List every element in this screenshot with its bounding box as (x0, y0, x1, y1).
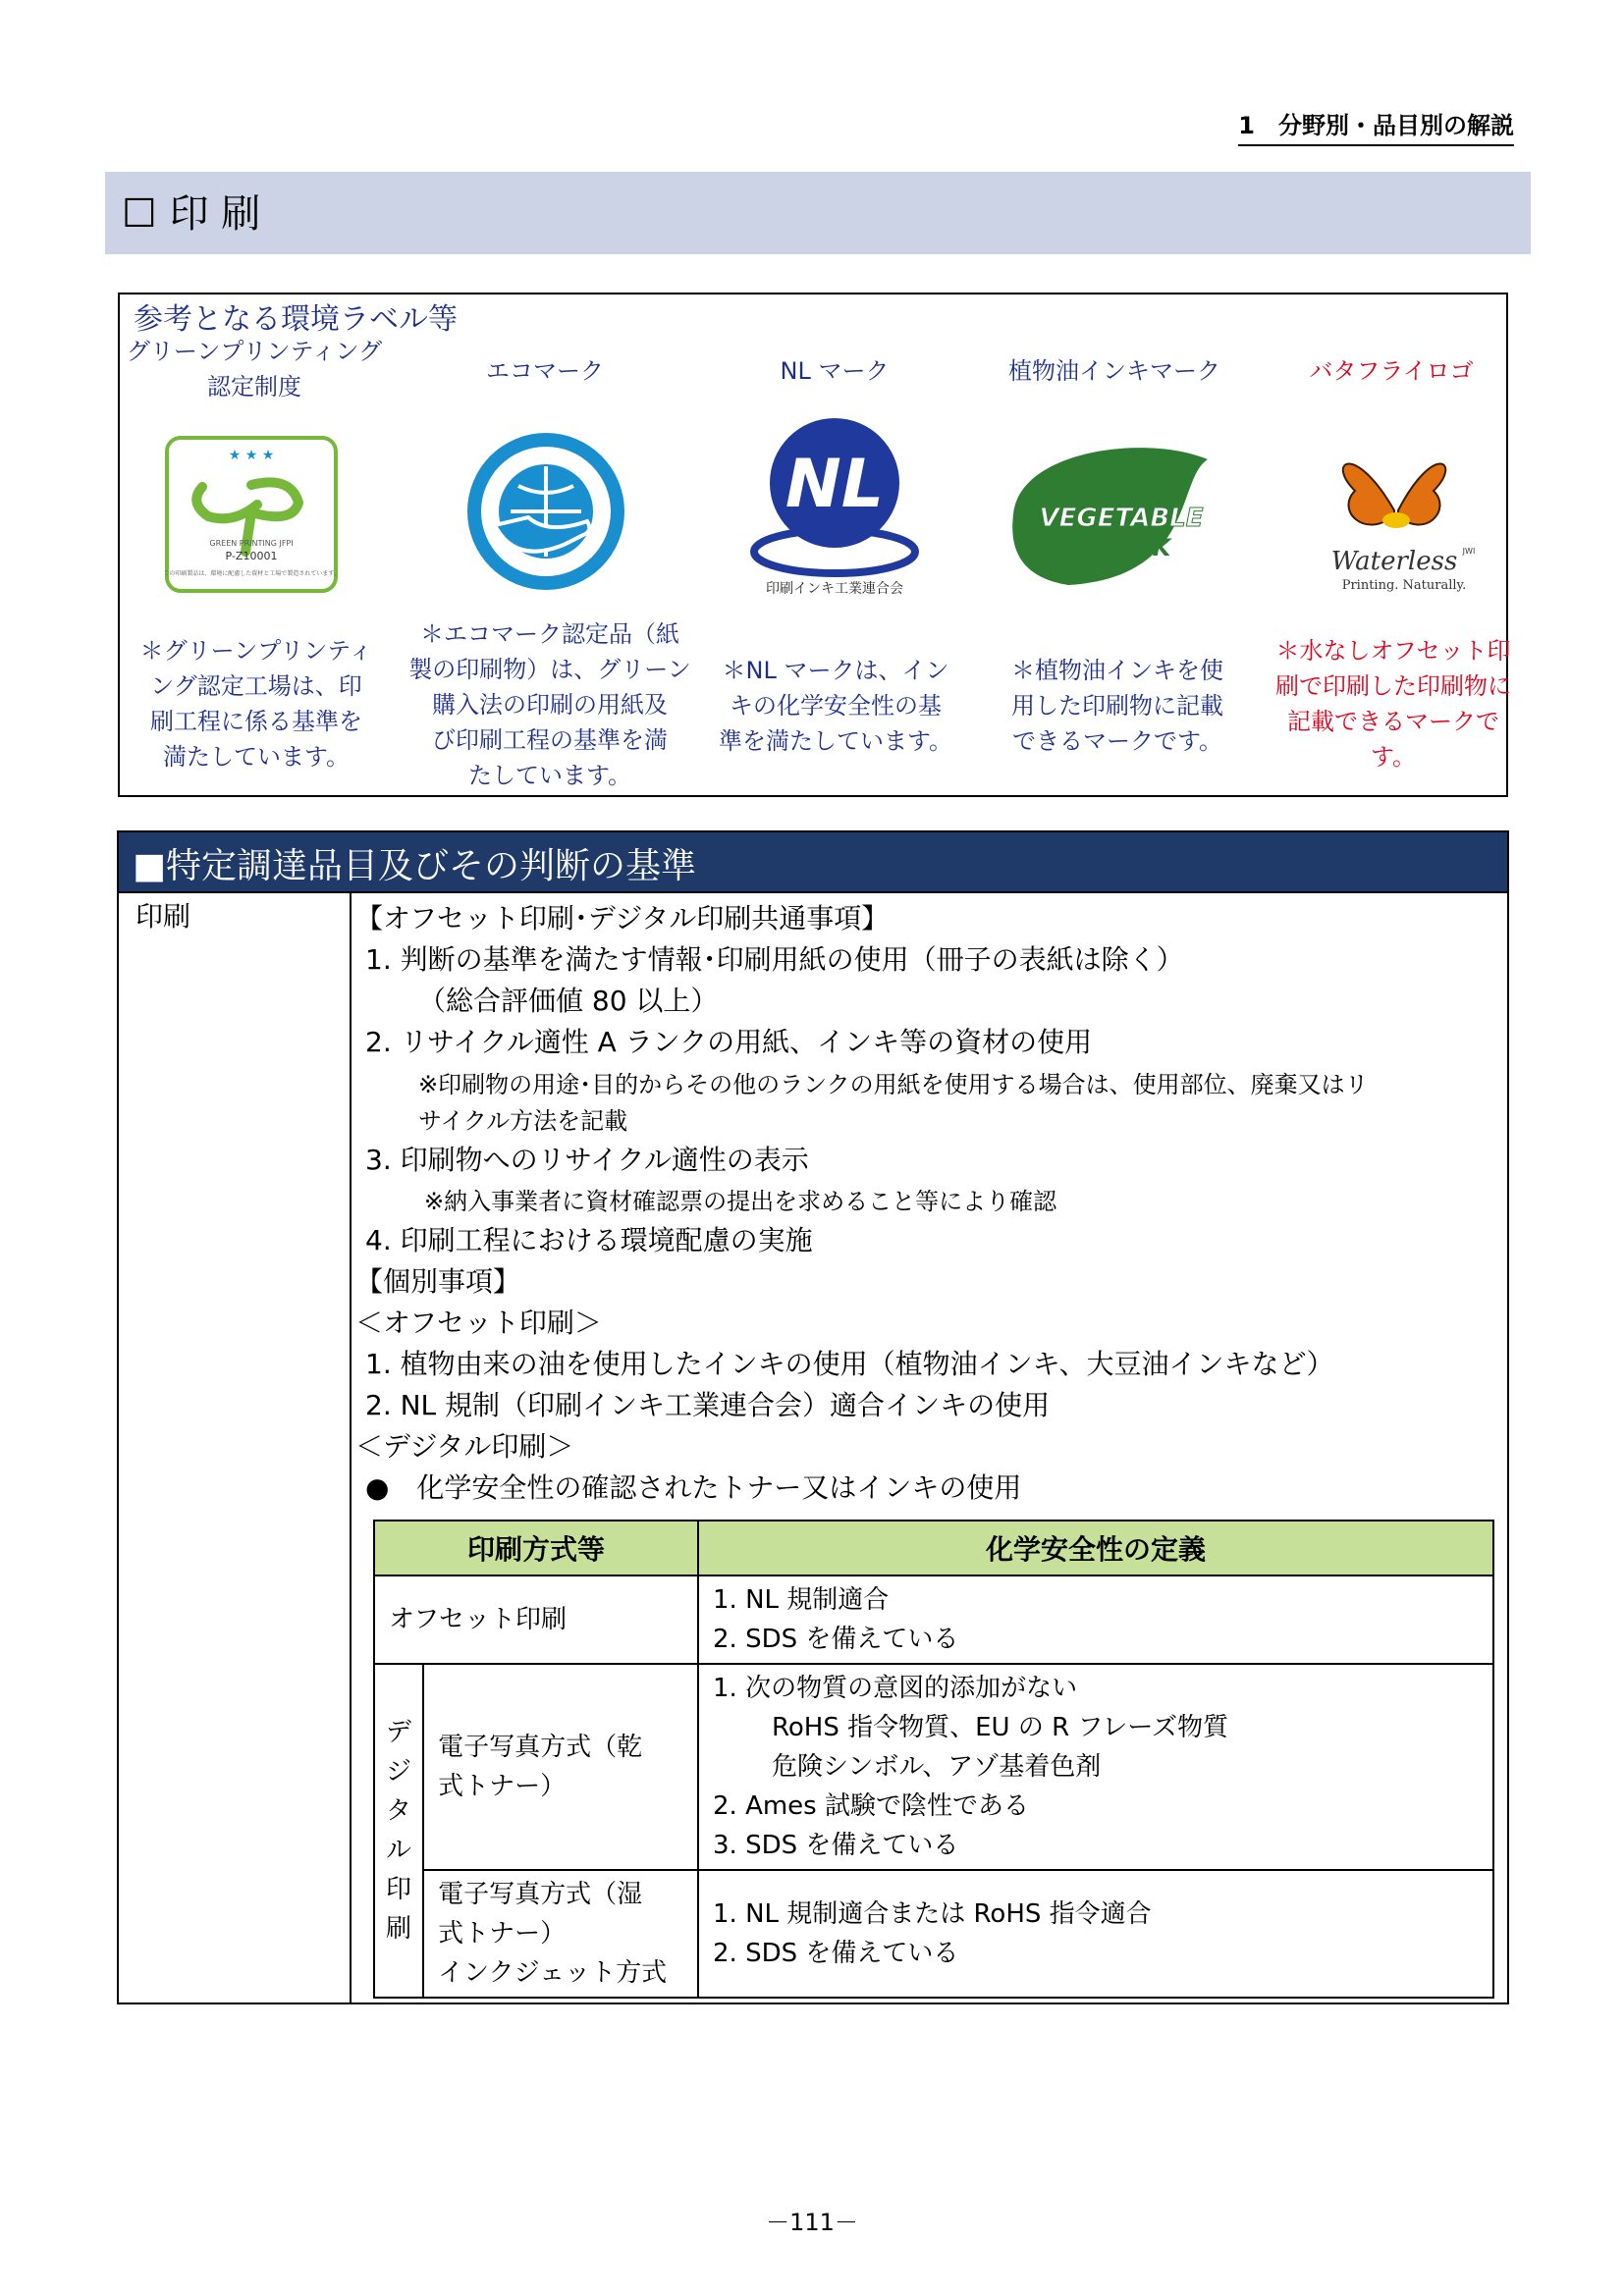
green-printing-logo (165, 436, 338, 593)
criteria-line: ＜デジタル印刷＞ (355, 1430, 574, 1463)
section-title: ☐ 印 刷 (122, 191, 261, 237)
svg-text:Printing. Naturally.: Printing. Naturally. (1341, 578, 1467, 593)
svg-text:VEGETABLE: VEGETABLE (1039, 504, 1204, 533)
criteria-line: （総合評価値 80 以上） (418, 985, 719, 1017)
page-number: －111－ (766, 2209, 858, 2236)
criteria-line: サイクル方法を記載 (418, 1107, 628, 1135)
section-band (105, 172, 1531, 254)
table-cell-wet-toner-def: 1. NL 規制適合または RoHS 指令適合 2. SDS を備えている (698, 1870, 1493, 1998)
criteria-line: 1. 植物由来の油を使用したインキの使用（植物油インキ、大豆油インキなど） (365, 1348, 1334, 1380)
table-header-row (374, 1521, 1493, 1575)
label-desc-butterfly: ＊水なしオフセット印 刷で印刷した印刷物に 記載できるマークで す。 (1275, 637, 1511, 771)
table-cell-offset-def: 1. NL 規制適合 2. SDS を備えている (698, 1575, 1493, 1664)
table-header: 印刷方式等 (374, 1521, 698, 1575)
table-cell-digital: デ ジ タ ル 印 刷 (374, 1664, 423, 1998)
criteria-category: 印刷 (135, 900, 191, 933)
label-name-ecomark: エコマーク (486, 357, 604, 385)
svg-text:GREEN PRINTING JFPI: GREEN PRINTING JFPI (209, 539, 294, 548)
label-name-vegetable-oil-ink: 植物油インキマーク (1008, 357, 1220, 385)
criteria-header (119, 832, 1507, 893)
butterfly-logo (1296, 422, 1492, 599)
table-header: 化学安全性の定義 (698, 1521, 1493, 1575)
svg-text:この印刷製品は、環境に配慮した資材と工場で製造されています。: この印刷製品は、環境に配慮した資材と工場で製造されています。 (165, 570, 338, 577)
table-row (374, 1575, 1493, 1664)
criteria-divider (350, 893, 352, 2002)
table-cell-dry-toner: 電子写真方式（乾 式トナー） (423, 1664, 698, 1870)
criteria-line: 1. 判断の基準を満たす情報･印刷用紙の使用（冊子の表紙は除く） (365, 943, 1184, 976)
table-row (374, 1870, 1493, 1998)
label-name-butterfly: バタフライロゴ (1309, 357, 1474, 385)
vegetable-oil-ink-logo (1000, 440, 1225, 589)
ecomark-logo (461, 427, 630, 596)
criteria-line: 【個別事項】 (355, 1265, 521, 1298)
criteria-line: 4. 印刷工程における環境配慮の実施 (365, 1224, 813, 1256)
svg-text:NL: NL (785, 446, 885, 523)
criteria-line: ● 化学安全性の確認されたトナー又はインキの使用 (365, 1471, 1022, 1504)
nl-mark-logo (746, 412, 923, 599)
chemical-safety-table (373, 1520, 1494, 1999)
criteria-line: 2. リサイクル適性 A ランクの用紙、インキ等の資材の使用 (365, 1026, 1093, 1058)
label-desc-vegetable-oil-ink: ＊植物油インキを使 用した印刷物に記載 できるマークです。 (1011, 657, 1223, 755)
svg-text:P-Z10001: P-Z10001 (225, 550, 278, 562)
table-cell-wet-toner: 電子写真方式（湿 式トナー） インクジェット方式 (423, 1870, 698, 1998)
criteria-line: ＜オフセット印刷＞ (355, 1307, 602, 1339)
label-name-green-printing: グリーンプリンティング 認定制度 (126, 338, 383, 400)
table-row (374, 1664, 1493, 1870)
gp-stars: ★ ★ ★ (228, 448, 275, 463)
label-name-nl-mark: NL マーク (780, 357, 890, 385)
label-desc-nl-mark: ＊NL マークは、イン キの化学安全性の基 準を満たしています。 (718, 657, 953, 755)
svg-text:OIL INK: OIL INK (1071, 534, 1171, 561)
chapter-header: 1 分野別・品目別の解説 (1238, 106, 1514, 146)
svg-text:Waterless: Waterless (1330, 547, 1458, 576)
criteria-line: 【オフセット印刷･デジタル印刷共通事項】 (355, 902, 890, 934)
label-desc-green-printing: ＊グリーンプリンティ ング認定工場は、印 刷工程に係る基準を 満たしています。 (139, 637, 373, 771)
criteria-line: ※納入事業者に資材確認票の提出を求めること等により確認 (424, 1188, 1057, 1215)
criteria-title: ■特定調達品目及びその判断の基準 (133, 846, 697, 886)
svg-text:JWI: JWI (1462, 547, 1476, 556)
svg-text:印刷インキ工業連合会: 印刷インキ工業連合会 (766, 581, 903, 597)
label-box-title: 参考となる環境ラベル等 (134, 302, 458, 337)
table-cell-offset: オフセット印刷 (374, 1575, 698, 1664)
label-desc-ecomark: ＊エコマーク認定品（紙 製の印刷物）は、グリーン 購入法の印刷の用紙及 び印刷工程の基準を満 たしています。 (408, 620, 691, 789)
criteria-line: 2. NL 規制（印刷インキ工業連合会）適合インキの使用 (365, 1389, 1051, 1421)
criteria-line: ※印刷物の用途･目的からその他のランクの用紙を使用する場合は、使用部位、廃棄又はリ (418, 1071, 1369, 1098)
table-cell-dry-toner-def: 1. 次の物質の意図的添加がない RoHS 指令物質、EU の R フレーズ物質 危険シンボル、アゾ基着色剤 2. Ames 試験で陰性である 3. SDS を備えている (698, 1664, 1493, 1870)
criteria-line: 3. 印刷物へのリサイクル適性の表示 (365, 1144, 809, 1176)
